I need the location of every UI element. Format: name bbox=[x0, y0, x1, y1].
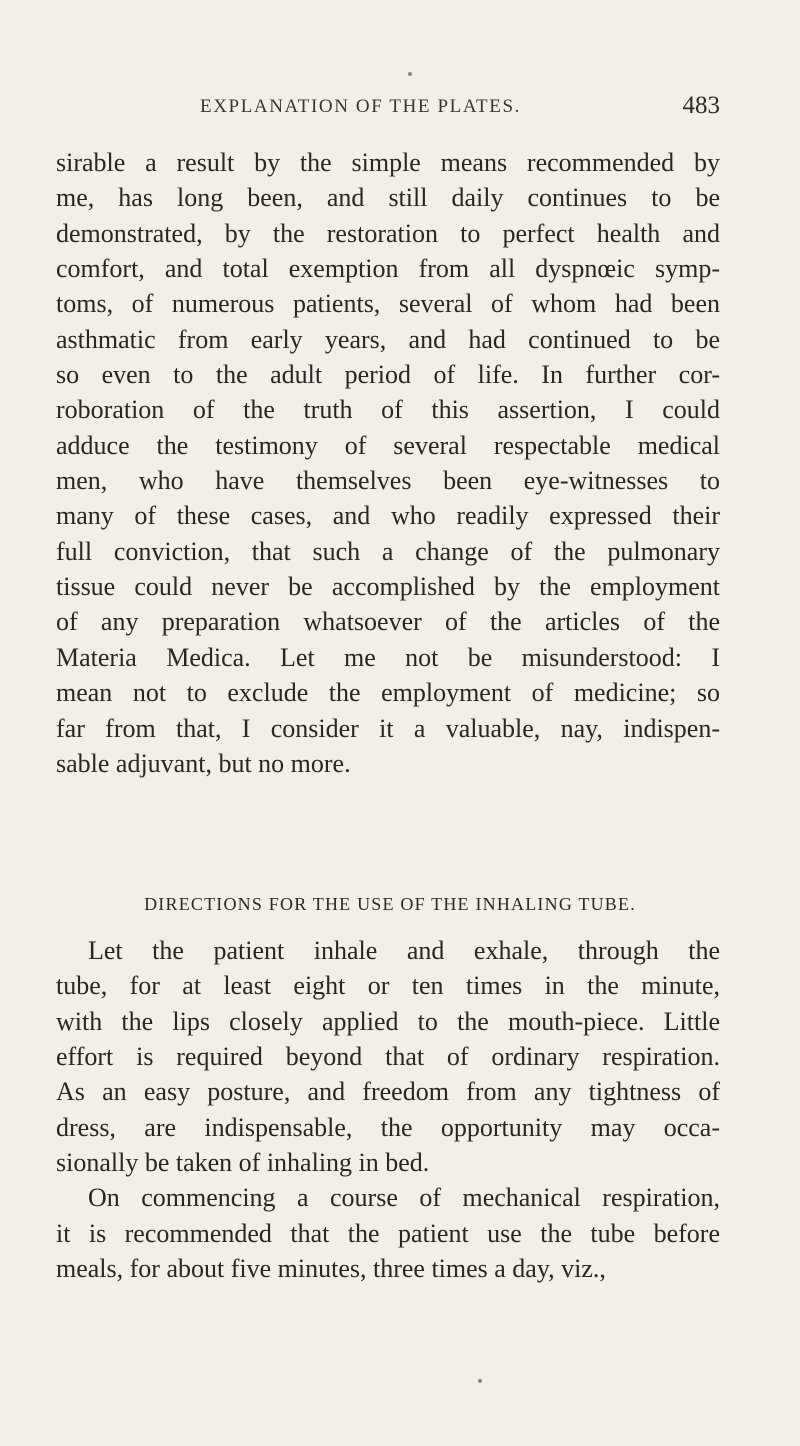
text-line: As an easy posture, and freedom from any tightness of bbox=[56, 1077, 720, 1107]
text-line: Materia Medica. Let me not be misunderstood: I bbox=[56, 642, 720, 672]
text-line: asthmatic from early years, and had continued to be bbox=[56, 324, 720, 354]
text-line: effort is required beyond that of ordinary respiration. bbox=[56, 1042, 720, 1072]
running-title: EXPLANATION OF THE PLATES. bbox=[200, 96, 521, 117]
page-number: 483 bbox=[682, 92, 720, 119]
paragraph-continued bbox=[56, 145, 720, 781]
text-line: sirable a result by the simple means recommended by bbox=[56, 148, 720, 177]
running-head bbox=[200, 92, 720, 132]
text-line: with the lips closely applied to the mouth-piece. Little bbox=[56, 1006, 720, 1036]
text-line: far from that, I consider it a valuable, nay, indispen- bbox=[56, 713, 720, 743]
text-line: demonstrated, by the restoration to perfect health and bbox=[56, 218, 720, 248]
text-line: Let the patient inhale and exhale, through the bbox=[88, 936, 720, 965]
text-line: toms, of numerous patients, several of whom had been bbox=[56, 289, 720, 319]
text-line: On commencing a course of mechanical respiration, bbox=[88, 1183, 720, 1213]
text-line: comfort, and total exemption from all dyspnœic symp- bbox=[56, 254, 720, 284]
text-line: sable adjuvant, but no more. bbox=[56, 748, 351, 778]
section-body bbox=[56, 933, 720, 1286]
text-line: so even to the adult period of life. In further cor- bbox=[56, 360, 720, 390]
text-line: roboration of the truth of this assertion, I could bbox=[56, 395, 720, 425]
text-line: men, who have themselves been eye-witnesses to bbox=[56, 466, 720, 496]
text-line: mean not to exclude the employment of medicine; so bbox=[56, 678, 720, 708]
text-line: tube, for at least eight or ten times in the minute, bbox=[56, 971, 720, 1001]
text-line: of any preparation whatsoever of the articles of the bbox=[56, 607, 720, 637]
text-line: full conviction, that such a change of the pulmonary bbox=[56, 536, 720, 566]
text-line: many of these cases, and who readily expressed their bbox=[56, 501, 720, 531]
text-line: dress, are indispensable, the opportunity may occa- bbox=[56, 1112, 720, 1142]
text-line: sionally be taken of inhaling in bed. bbox=[56, 1148, 430, 1178]
text-line: adduce the testimony of several respectable medical bbox=[56, 430, 720, 460]
ink-speck bbox=[408, 72, 412, 76]
text-line: meals, for about five minutes, three times a day, viz., bbox=[56, 1254, 606, 1284]
text-line: it is recommended that the patient use the tube before bbox=[56, 1218, 720, 1248]
ink-speck bbox=[478, 1379, 482, 1383]
text-line: me, has long been, and still daily continues to be bbox=[56, 183, 720, 213]
section-heading: DIRECTIONS FOR THE USE OF THE INHALING TUBE. bbox=[144, 894, 636, 914]
text-line: tissue could never be accomplished by the employment bbox=[56, 572, 720, 602]
